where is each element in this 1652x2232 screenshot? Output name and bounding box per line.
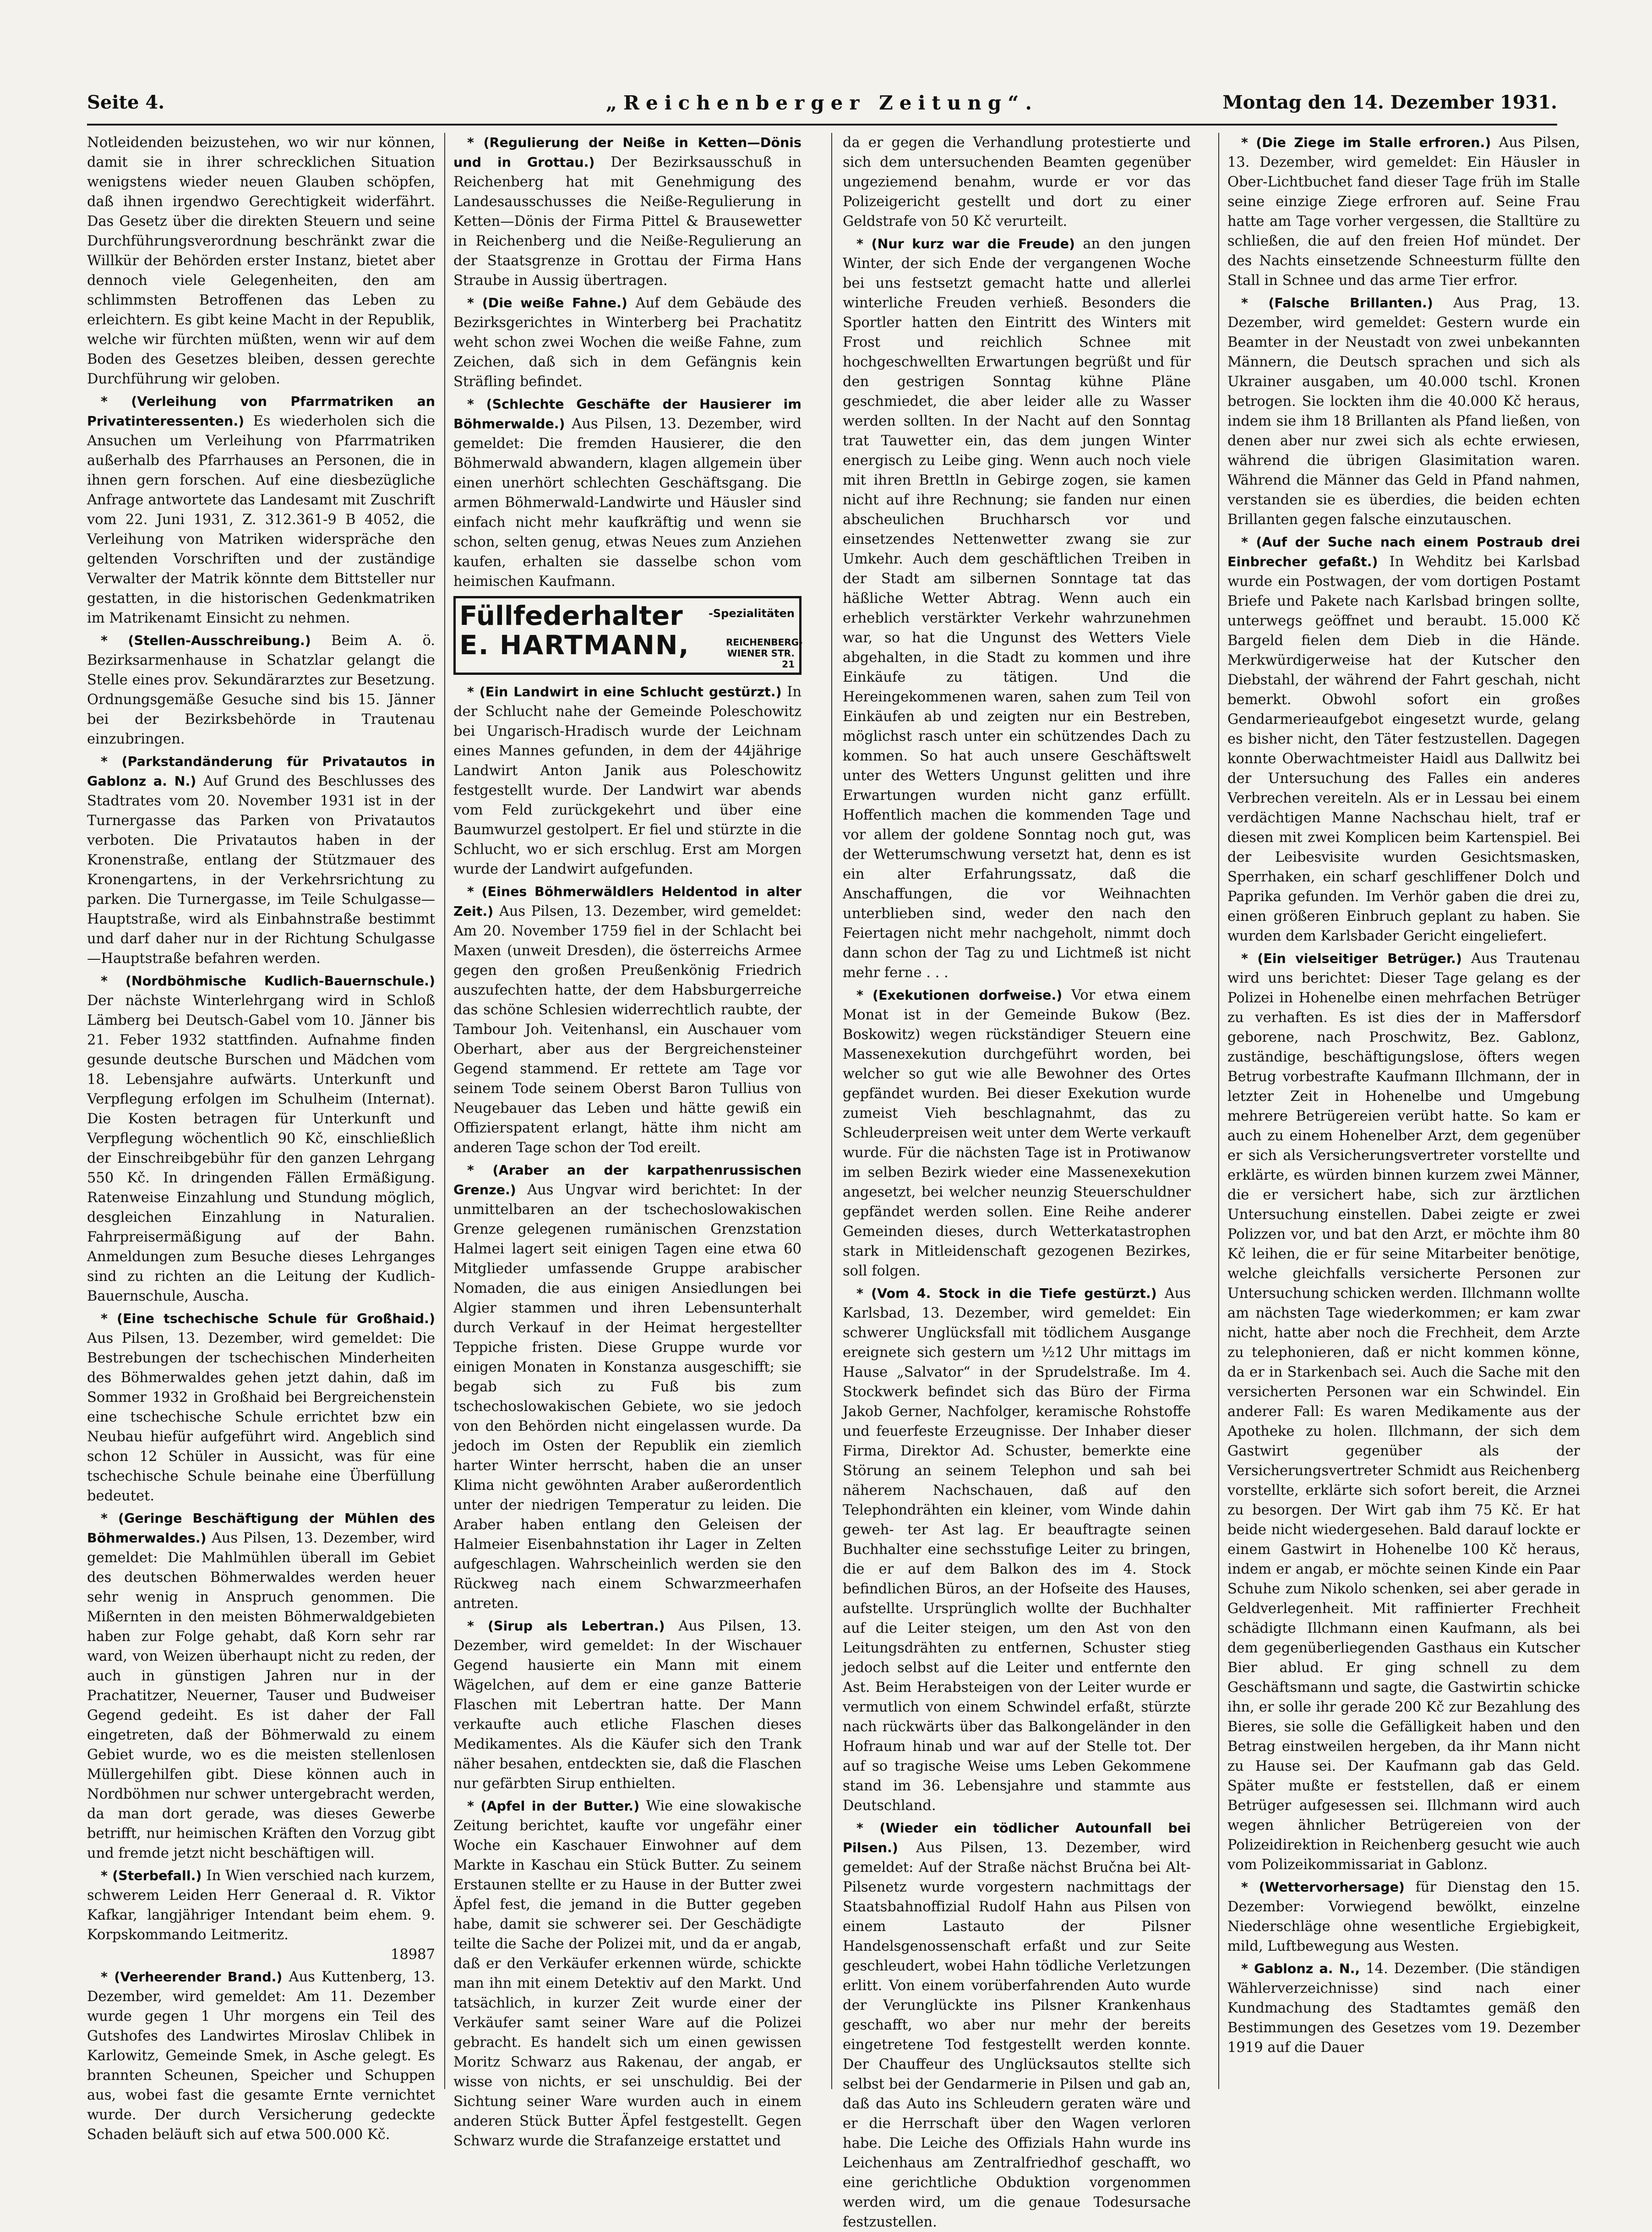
article-headline: * (Nur kurz war die Freude) — [856, 236, 1075, 252]
article — [843, 1818, 1191, 2232]
page-header — [87, 92, 1557, 124]
article-headline: * (Wieder ein tödlicher Autounfall bei Pilsen.) — [843, 1821, 1191, 1855]
article-text: In Wien verschied nach kurzem, schwerem Leiden Herr Generaal d. R. Viktor Kafkar, langjähriger Intendant beim ehem. 9. Korpskommando Leitmeritz. — [87, 1868, 435, 1943]
reference-number: 18987 — [390, 1947, 435, 1963]
ad-company: E. HARTMANN, — [459, 629, 690, 661]
article — [1227, 1959, 1580, 2057]
article-text: Aus Pilsen, 13. Dezember, wird gemeldet: Am 20. November 1759 fiel in der Schlacht bei Maxen (unweit Dresden), die österreichs Armee gegen den großen Preußenkönig Friedrich auszufechten hatte, der dem Habsburgerreiche das schöne Schlesien widerrechtlich raubte, der Tambour Joh. Veitenhansl, ein Auschauer vom Oberhart, aber aus der Bergreichensteiner Gegend stammend. Er rettete am Tage vor seinem Tode seinem Oberst Baron Tullius von Neugebauer das Leben und hätte gewiß ein Offizierspatent erlangt, hätte ihm nicht am anderen Tage schon der Tod ereilt. — [453, 903, 801, 1156]
article — [87, 392, 435, 628]
article-text: Aus Ungvar wird berichtet: In der unmittelbaren an der tschechoslowakischen Grenze gelegenen rumänischen Grenzstation Halmei lagert seit einigen Tagen eine etwa 60 Mitglieder umfassende Gruppe arabischer Nomaden, die aus einigen Ansiedlungen bei Algier stammen und ihren Lebensunterhalt durch Verkauf in der Heimat hergestellter Teppiche fristen. Diese Gruppe wurde vor einigen Monaten in Konstanza ausgeschifft; sie begab sich zu Fuß bis zum tschechoslowakischen Gebiete, wo sie jedoch von den Behörden nicht eingelassen wurde. Da jedoch im Osten der Republik ein ziemlich harter Winter herrscht, haben die an unser Klima nicht gewöhnten Araber außerordentlich unter der niedrigen Temperatur zu leiden. Die Araber haben entlang den Geleisen der Halmeier Eisenbahnstation ihr Lager in Zelten aufgeschlagen. Wahrscheinlich werden sie den Rückweg nach einem Schwarzmeerhafen antreten. — [453, 1182, 801, 1612]
advertisement — [453, 596, 801, 675]
article-headline: * (Ein Landwirt in eine Schlucht gestürzt.) — [467, 684, 782, 700]
article-headline: * (Auf der Suche nach einem Postraub drei Einbrecher gefaßt.) — [1227, 535, 1580, 569]
article — [1227, 532, 1580, 946]
column-rule — [831, 133, 832, 2089]
article-headline: * Gablonz a. N., — [1241, 1961, 1360, 1976]
article-text: Aus Pilsen, 13. Dezember, wird gemeldet: Die fremden Hausierer, die den Böhmerwald abwandern, klagen allgemein über einen unerhört schlechten Geschäftsgang. Die armen Böhmerwald-Landwirte und Häusler sind einfach nicht mehr kaufkräftig und wenn sie schon, selten genug, etwas Neues zum Anziehen kaufen, erhalten sie dasselbe schon vom heimischen Kaufmann. — [453, 416, 801, 590]
article — [1227, 293, 1580, 530]
article-headline: * (Schlechte Geschäfte der Hausierer im Böhmerwalde.) — [453, 397, 801, 432]
article — [87, 1866, 435, 1964]
article-headline: * (Verheerender Brand.) — [101, 1969, 283, 1985]
article-headline: * (Parkstandänderung für Privatautos in Gablonz a. N.) — [87, 754, 435, 789]
article-text: Es wiederholen sich die Ansuchen um Verleihung von Pfarrmatriken außerhalb des Pfarrhauses an Personen, die in ihnen gern forschen. Auf eine diesbezügliche Anfrage antwortete das Landesamt mit Zuschrift vom 22. Juni 1931, Z. 312.361-9 B 4052, die Verleihung von Matriken widerspräche den geltenden Vorschriften und der zuständige Verwalter der Matrik könnte dem Bittsteller nur gestatten, in die historischen Gedenkmatriken im Matrikenamt Einsicht zu nehmen. — [87, 413, 435, 626]
column-rule — [444, 133, 445, 2089]
article-text: Auf dem Gebäude des Bezirksgerichtes in Winterberg bei Prachatitz weht schon zwei Wochen die weiße Fahne, zum Zeichen, daß sich in dem Gefängnis kein Sträfling befindet. — [453, 295, 801, 390]
column-rule — [1218, 133, 1219, 2089]
article — [453, 293, 801, 392]
article-continuation — [87, 133, 435, 389]
article-headline: * (Stellen-Ausschreibung.) — [101, 633, 311, 648]
article-headline: * (Sterbefall.) — [101, 1868, 202, 1883]
article-text: Aus Pilsen, 13. Dezember, wird gemeldet: Die Bestrebungen der tschechischen Minderheiten des Böhmerwaldes gehen jetzt dahin, daß im Sommer 1932 in Großhaid bei Bergreichenstein eine tschechische Schule errichtet bzw ein Neubau hiefür aufgeführt wird. Angeblich sind schon 12 Schüler in Aussicht, was für eine tschechische Schule beinahe eine Überfüllung bedeutet. — [87, 1330, 435, 1504]
column-4 — [1227, 133, 1580, 2080]
article-text: Aus Pilsen, 13. Dezember, wird gemeldet: Die Mahlmühlen überall im Gebiet des deutschen Böhmerwaldes werden heuer sehr wenig in Anspruch genommen. Die Mißernten in den meisten Böhmerwaldgebieten haben zur Folge gehabt, daß Korn sehr rar ward, von Weizen überhaupt nicht zu reden, der auch in günstigen Jahren nur in der Prachatitzer, Neuerner, Tauser und Budweiser Gegend gedeiht. Es ist daher der Fall eingetreten, daß der Böhmerwald zu einem Gebiet wurde, wo es die meisten stellenlosen Müllergehilfen gibt. Diese können auch in Nordböhmen nur schwer untergebracht werden, da man dort gerade, was dieses Gewerbe betrifft, nur heimischen Kräften den Vorzug gibt und fremde jetzt nicht beschäftigen will. — [87, 1530, 435, 1861]
article — [843, 985, 1191, 1281]
article-headline: * (Geringe Beschäftigung der Mühlen des Böhmerwaldes.) — [87, 1511, 435, 1546]
article-text: Wie eine slowakische Zeitung berichtet, kaufte vor ungefähr einer Woche ein Kaschauer Einwohner auf dem Markte in Kaschau ein Stück Butter. Zu seinem Erstaunen stellte er zu Hause in der Butter zwei Äpfel fest, die jemand in die Butter gegeben habe, damit sie schwerer sei. Der Geschädigte teilte die Sache der Polizei mit, und da er angab, daß er den Verkäufer erkennen würde, schickte man ihn mit einem Detektiv auf den Markt. Und tatsächlich, in kurzer Zeit wurde einer der Verkäufer samt seiner Ware auf die Polizei gebracht. Es handelt sich um einen gewissen Moritz Schwarz aus Rakenau, der angab, er wisse von nichts, er sei unschuldig. Bei der Sichtung seiner Ware wurden auch in einem anderen Stück Butter Äpfel festgestellt. Gegen Schwarz wurde die Strafanzeige erstattet und — [453, 1798, 801, 2149]
column-1 — [87, 133, 435, 2143]
article-headline: * (Falsche Brillanten.) — [1241, 295, 1433, 311]
header-rule — [87, 124, 1557, 126]
article-text: Aus Pilsen, 13. Dezember, wird gemeldet: In der Wischauer Gegend hausierte ein Mann mit einem Wägelchen, auf dem er eine ganze Batterie Flaschen mit Lebertran hatte. Der Mann verkaufte auch etliche Flaschen dieses Medikamentes. Als die Käufer sich den Trank näher besahen, entdeckten sie, daß die Flaschen nur gefärbten Sirup enthielten. — [453, 1618, 801, 1792]
article-continuation — [843, 133, 1191, 231]
article-headline: * (Nordböhmische Kudlich-Bauernschule.) — [101, 974, 435, 989]
article-text: Aus Kuttenberg, 13. Dezember, wird gemeldet: Am 11. Dezember wurde gegen 1 Uhr morgens ein Teil des Gutshofes des Landwirtes Miroslav Chlibek in Karlowitz, Gemeinde Smek, in Asche gelegt. Es brannten Scheunen, Speicher und Schuppen aus, wobei fast die gesamte Ernte vernichtet wurde. Der durch Versicherung gedeckte Schaden beläuft sich auf etwa 500.000 Kč. — [87, 1969, 435, 2143]
article-text: Notleidenden beizustehen, wo wir nur können, damit sie in ihrer schrecklichen Situation wenigstens wieder neuen Glauben schöpfen, daß ihnen irgendwo Gerechtigkeit widerfährt. Das Gesetz über die direkten Steuern und seine Durchführungsverordnung beschränkt zwar die Willkür der Behörden erster Instanz, bietet aber dennoch viele Gelegenheiten, den am schlimmsten Betroffenen das Leben zu erleichtern. Es gibt keine Macht in der Republik, welche wir fürchten müßten, wenn wir auf dem Boden des Gesetzes bleiben, dessen gerechte Durchführung wir geloben. — [87, 135, 435, 387]
article — [453, 882, 801, 1158]
article-text: an den jungen Winter, der sich Ende der vergangenen Woche bei uns festsetzt gemacht hatte und allerlei winterliche Freuden verhieß. Besonders die Sportler hatten den Eintritt des Winters mit Frost und reichlich Schnee mit hochgeschwellten Erwartungen begrüßt und für den gestrigen Sonntag kühne Pläne geschmiedet, die aber leider alle zu Wasser werden sollten. In der Nacht auf den Sonntag trat Tauwetter ein, das dem jungen Winter energisch zu Leibe ging. Wenn auch noch viele mit ihren Brettln in Gebirge zogen, sie kamen nicht auf ihre Rechnung; sie fanden nur einen abscheulichen Bruchharsch vor und einsetzendes Nettenwetter zwang sie zur Umkehr. Auch dem geschäftlichen Treiben in der Stadt am silbernen Sonntage tat das häßliche Wetter Abtrag. Wenn auch ein erheblich verstärkter Verkehr wahrzunehmen war, so hat die Ungunst des Wetters Viele abgehalten, in die Stadt zu kommen und ihre Einkäufe zu tätigen. Und die Hereingekommenen waren, sahen zum Teil von Einkäufen ab und zeigten nur ein Bestreben, möglichst rasch unter ein schützendes Dach zu kommen. So hat auch unsere Geschäftswelt unter des Wetters Ungunst gelitten und ihre Erwartungen wurden nicht ganz erfüllt. Hoffentlich machen die kommenden Tage und vor allem der goldene Sonntag noch gut, was der Wetterumschwung versetzt hat, denn es ist ein alter Erfahrungssatz, daß die Anschaffungen, die vor Weihnachten unterblieben sind, weder den nach den Feiertagen nicht mehr nachgeholt, nimmt doch dann schon der Tag zu und Lichtmeß ist nicht mehr ferne . . . — [843, 236, 1191, 981]
article-text: Aus Pilsen, 13. Dezember, wird gemeldet: Auf der Straße nächst Bručna bei Alt-Pilsenetz wurde vorgestern nachmittags der Staatsbahnoffizial Rudolf Hahn aus Pilsen von einem Lastauto der Pilsner Handelsgenossenschaft erfaßt und zur Seite geschleudert, wobei Hahn tödliche Verletzungen erlitt. Von einem vorüberfahrenden Auto wurde der Verunglückte ins Pilsner Krankenhaus geschafft, wo aber nur mehr der bereits eingetretene Tod festgestellt werden konnte. Der Chauffeur des Unglücksautos stellte sich selbst bei der Gendarmerie in Pilsen und gab an, daß das Auto ins Schleudern geraten wäre und er die Herrschaft über den Wagen verloren habe. Die Leiche des Offizials Hahn wurde ins Leichenhaus am Zentralfriedhof geschafft, wo eine gerichtliche Obduktion vorgenommen werden wird, um die genaue Todesursache festzustellen. — [843, 1840, 1191, 2230]
article — [453, 1796, 801, 2151]
article — [1227, 949, 1580, 1875]
article — [453, 394, 801, 591]
article-text: da er gegen die Verhandlung protestierte und sich dem untersuchenden Beamten gegenüber ungeziemend benahm, wurde er vor das Polizeigericht gestellt und dort zu einer Geldstrafe von 50 Kč verurteilt. — [843, 135, 1191, 230]
article — [453, 682, 801, 879]
article-headline: * (Eine tschechische Schule für Großhaid.) — [101, 1311, 435, 1326]
article-headline: * (Die Ziege im Stalle erfroren.) — [1241, 135, 1491, 150]
article — [87, 1309, 435, 1506]
masthead: „Reichenberger Zeitung“. — [605, 92, 1039, 114]
ad-address: REICHENBERG-WIENER STR. 21 — [726, 637, 803, 670]
article-text: für Dienstag den 15. Dezember: Vorwiegend bewölkt, einzelne Niederschläge ohne wesentliche Ergiebigkeit, mild, Luftbewegung aus Westen. — [1227, 1879, 1580, 1954]
article — [87, 1509, 435, 1863]
page-number: Seite 4. — [87, 92, 165, 113]
ad-product: Füllfederhalter — [459, 600, 683, 631]
article-headline: * (Verleihung von Pfarrmatriken an Privatinteressenten.) — [87, 394, 435, 429]
article-text: 14. Dezember. (Die ständigen Wählerverzeichnisse) sind nach einer Kundmachung des Stadtamtes gemäß den Bestimmungen des Gesetzes vom 19. Dezember 1919 auf die Dauer — [1227, 1961, 1580, 2056]
article-text: Aus Pilsen, 13. Dezember, wird gemeldet: Ein Häusler in Ober-Lichtbuchet fand dieser Tage früh im Stalle seine einzige Ziege erfroren auf. Seine Frau hatte am Tage vorher vergessen, die Stalltüre zu schließen, die auf den freien Hof mündet. Der des Nachts einsetzende Schneesturm füllte den Stall in Schnee und das arme Tier erfror. — [1227, 135, 1580, 289]
article — [87, 971, 435, 1306]
article — [843, 1284, 1191, 1816]
column-2 — [453, 133, 803, 2149]
column-3 — [843, 133, 1191, 2230]
article-text: Aus Trautenau wird uns berichtet: Dieser Tage gelang es der Polizei in Hohenelbe einen mehrfachen Betrüger zu verhaften. Es ist dies der in Maffersdorf geborene, nach Proschwitz, Bez. Gablonz, zuständige, beschäftigungslose, öfters wegen Betrug vorbestrafte Kaufmann Illchmann, der in letzter Zeit in Hohenelbe und Umgebung mehrere Betrügereien verübt hatte. So kam er auch zu einem Hohenelber Arzt, dem gegenüber er sich als Versicherungsvertreter vorstellte und erklärte, es würden binnen kurzem zwei Männer, die er versichert habe, sich zur ärztlichen Untersuchung einstellen. Dabei zeigte er zwei Polizzen vor, und bat den Arzt, er möchte ihm 80 Kč leihen, die er für seine Mitarbeiter benötige, welche gleichfalls versicherte Personen zur Untersuchung schicken werden. Illchmann wollte am nächsten Tage wiederkommen; er kam zwar nicht, hatte aber noch die Frechheit, dem Arzte zu telephonieren, daß er nicht kommen könne, da er in Starkenbach sei. Auch die Sache mit den versicherten Personen war ein Schwindel. Ein anderer Fall: Es waren Medikamente aus der Apotheke zu holen. Illchmann, der sich dem Gastwirt gegenüber als der Versicherungsvertreter Schmidt aus Reichenberg vorstellte, erklärte sich sofort bereit, die Arznei zu besorgen. Der Wirt gab ihm 75 Kč. Er hat beide nicht wiedergesehen. Bald darauf lockte er einem Gastwirt in Hohenelbe 100 Kč heraus, indem er angab, er möchte seinen Kinde ein Paar Schuhe zum Nikolo schenken, sei aber gerade in Geldverlegenheit. Mit raffinierter Frechheit schädigte Illchmann einen Kaufmann, als bei dem gegenüberliegenden Gasthaus ein Kutscher Bier ablud. Er ging schnell zu dem Geschäftsmann und sagte, die Gastwirtin schicke ihn, er solle ihr gerade 200 Kč zur Bezahlung des Bieres, sie solle die Gefälligkeit haben und den Betrag einstweilen hergeben, da ihr Mann nicht zu Hause sei. Der Kaufmann gab das Geld. Später mußte er feststellen, daß er einem Betrüger aufgesessen sei. Illchmann wird auch wegen ähnlicher Betrügereien von der Polizeidirektion in Reichenberg gesucht wie auch vom Polizeikommissariat in Gablonz. — [1227, 951, 1581, 1873]
article-headline: * (Eines Böhmerwäldlers Heldentod in alter Zeit.) — [453, 884, 801, 919]
issue-date: Montag den 14. Dezember 1931. — [1222, 92, 1557, 113]
article-text: Beim A. ö. Bezirksarmenhause in Schatzlar gelangt die Stelle eines prov. Sekundärarztes zur Besetzung. Ordnungsgemäße Gesuche sind bis 15. Jänner bei der Bezirksbehörde in Trautenau einzubringen. — [87, 633, 435, 747]
article — [453, 1160, 801, 1614]
ad-specialties: -Spezialitäten — [708, 607, 795, 620]
article — [1227, 1877, 1580, 1956]
article — [843, 234, 1191, 983]
article-text: Der nächste Winterlehrgang wird in Schloß Lämberg bei Deutsch-Gabel vom 10. Jänner bis 21. Feber 1932 stattfinden. Aufnahme finden gesunde deutsche Burschen und Mädchen vom 18. Lebensjahre aufwärts. Unterkunft und Verpflegung erfolgen im Schulheim (Internat). Die Kosten betragen für Unterkunft und Verpflegung wöchentlich 90 Kč, einschließlich der Einschreibgebühr für den ganzen Lehrgang 550 Kč. In dringenden Fällen Ermäßigung. Ratenweise Einzahlung und Stundung möglich, desgleichen Einzahlung in Naturalien. Fahrpreisermäßigung auf der Bahn. Anmeldungen zum Besuche dieses Lehrganges sind zu richten an die Leitung der Kudlich-Bauernschule, Auscha. — [87, 993, 435, 1304]
article — [87, 1967, 435, 2144]
article-headline: * (Wettervorhersage) — [1241, 1880, 1405, 1895]
article-headline: * (Regulierung der Neiße in Ketten—Dönis und in Grottau.) — [453, 135, 801, 170]
article-headline: * (Araber an der karpathenrussischen Grenze.) — [453, 1163, 801, 1198]
article-text: Vor etwa einem Monat ist in der Gemeinde Bukow (Bez. Boskowitz) wegen rückständiger Steuern eine Massenexekution durchgeführt worden, bei welcher so gut wie alle Bewohner des Ortes gepfändet wurden. Bei dieser Exekution wurde zumeist Vieh beschlagnahmt, das zu Schleuderpreisen weit unter dem Werte verkauft wurde. Für die nächsten Tage ist in Protiwanow im selben Bezirk wieder eine Massenexekution angesetzt, bei welcher neunzig Steuerschuldner gepfändet werden sollen. Eine Reihe anderer Gemeinden dieses, durch Wetterkatastrophen stark in Mitleidenschaft gezogenen Bezirkes, soll folgen. — [843, 987, 1191, 1279]
article-text: Aus Prag, 13. Dezember, wird gemeldet: Gestern wurde ein Beamter in der Neustadt von zwei unbekannten Männern, die Deutsch sprachen und sich als Ukrainer ausgaben, um 40.000 tschl. Kronen betrogen. Sie lockten ihm die 40.000 Kč heraus, indem sie ihm 18 Brillanten als Pfand ließen, von denen aber nur zwei sich als echte erwiesen, während die übrigen Glasimitation waren. Während die Männer das Geld in Pfand nahmen, verstanden sie es überdies, die beiden echten Brillanten gegen falsche einzutauschen. — [1227, 295, 1580, 528]
article-text: In der Schlucht nahe der Gemeinde Poleschowitz bei Ungarisch-Hradisch wurde der Leichnam eines Mannes gefunden, in dem der 44jährige Landwirt Anton Janik aus Poleschowitz festgestellt wurde. Der Landwirt war abends vom Feld zurückgekehrt und über eine Baumwurzel gestolpert. Er fiel und stürzte in die Schlucht, wo er sich erschlug. Erst am Morgen wurde der Landwirt aufgefunden. — [453, 684, 801, 877]
article-headline: * (Ein vielseitiger Betrüger.) — [1241, 951, 1462, 966]
article — [453, 1616, 801, 1794]
article-text: Aus Karlsbad, 13. Dezember, wird gemeldet: Ein schwerer Unglücksfall mit tödlichem Ausgange ereignete sich gestern um ½12 Uhr mittags im Hause „Salvator“ in der Sprudelstraße. Im 4. Stockwerk befindet sich das Büro der Firma Jakob Gerner, Nachfolger, keramische Rohstoffe und feuerfeste Erzeugnisse. Der Inhaber dieser Firma, Direktor Ad. Schuster, bemerkte eine Störung an seinem Telephon und sah bei näherem Nachschauen, daß auf den Telephondrähten ein kleiner, vom Winde dahin geweh- ter Ast lag. Er beauftragte seinen Buchhalter eine sechsstufige Leiter zu bringen, die er auf dem Balkon des im 4. Stock befindlichen Büros, an der Hofseite des Hauses, aufstellte. Ursprünglich wollte der Buchhalter auf die Leiter steigen, um den Ast von den Leitungsdrähten zu entfernen, Schuster stieg jedoch selbst auf die Leiter und entfernte den Ast. Beim Herabsteigen von der Leiter wurde er vermutlich von einem Schwindel erfaßt, stürzte nach rückwärts über das Balkongeländer in den Hofraum hinab und war auf der Stelle tot. Der auf so tragische Weise ums Leben Gekommene stand im 36. Lebensjahre und stammte aus Deutschland. — [843, 1286, 1191, 1814]
article-text: Auf Grund des Beschlusses des Stadtrates vom 20. November 1931 ist in der Turnergasse das Parken von Privatautos verboten. Die Privatautos haben in der Kronenstraße, entlang der Stützmauer des Kronengartens, in der Verkehrsrichtung zu parken. Die Turnergasse, im Teile Schulgasse—Hauptstraße, wird als Einbahnstraße bestimmt und darf daher nur in der Richtung Schulgasse—Hauptstraße befahren werden. — [87, 773, 435, 967]
article — [1227, 133, 1580, 290]
article — [87, 752, 435, 968]
article-text: In Wehditz bei Karlsbad wurde ein Postwagen, der vom dortigen Postamt Briefe und Pakete nach Karlsbad bringen sollte, unterwegs geöffnet und beraubt. 15.000 Kč Bargeld fielen dem Dieb in die Hände. Merkwürdigerweise hat der Kutscher den Diebstahl, der während der Fahrt geschah, nicht bemerkt. Obwohl sofort ein großes Gendarmerieaufgebot eingesetzt wurde, gelang es bisher nicht, den Täter festzustellen. Dagegen konnte Oberwachtmeister Haidl aus Dallwitz bei der Untersuchung des Falles ein anderes Verbrechen vereiteln. Als er in Lessau bei einem verdächtigen Manne Nachschau hielt, traf er diesen mit zwei Komplicen beim Kartenspiel. Bei der Leibesvisite wurden Gesichtsmasken, Sperrhaken, ein scharf geschliffener Dolch und Paprika gefunden. Im Verhör gaben die drei zu, einen größeren Einbruch geplant zu haben. Sie wurden dem Karlsbader Gericht eingeliefert. — [1227, 554, 1581, 944]
article-headline: * (Exekutionen dorfweise.) — [856, 988, 1063, 1003]
article-headline: * (Vom 4. Stock in die Tiefe gestürzt.) — [856, 1286, 1157, 1301]
article-headline: * (Sirup als Lebertran.) — [467, 1619, 665, 1634]
article-text: Der Bezirksausschuß in Reichenberg hat mit Genehmigung des Landesausschusses die Neiße-Regulierung in Ketten—Dönis der Firma Pittel & Brausewetter in Reichenberg und die Neiße-Regulierung an der Staatsgrenze in Grottau der Firma Hans Straube in Aussig übertragen. — [453, 154, 801, 289]
article-headline: * (Apfel in der Butter.) — [467, 1799, 640, 1814]
article — [453, 133, 801, 290]
article-headline: * (Die weiße Fahne.) — [467, 295, 627, 311]
article — [87, 631, 435, 749]
